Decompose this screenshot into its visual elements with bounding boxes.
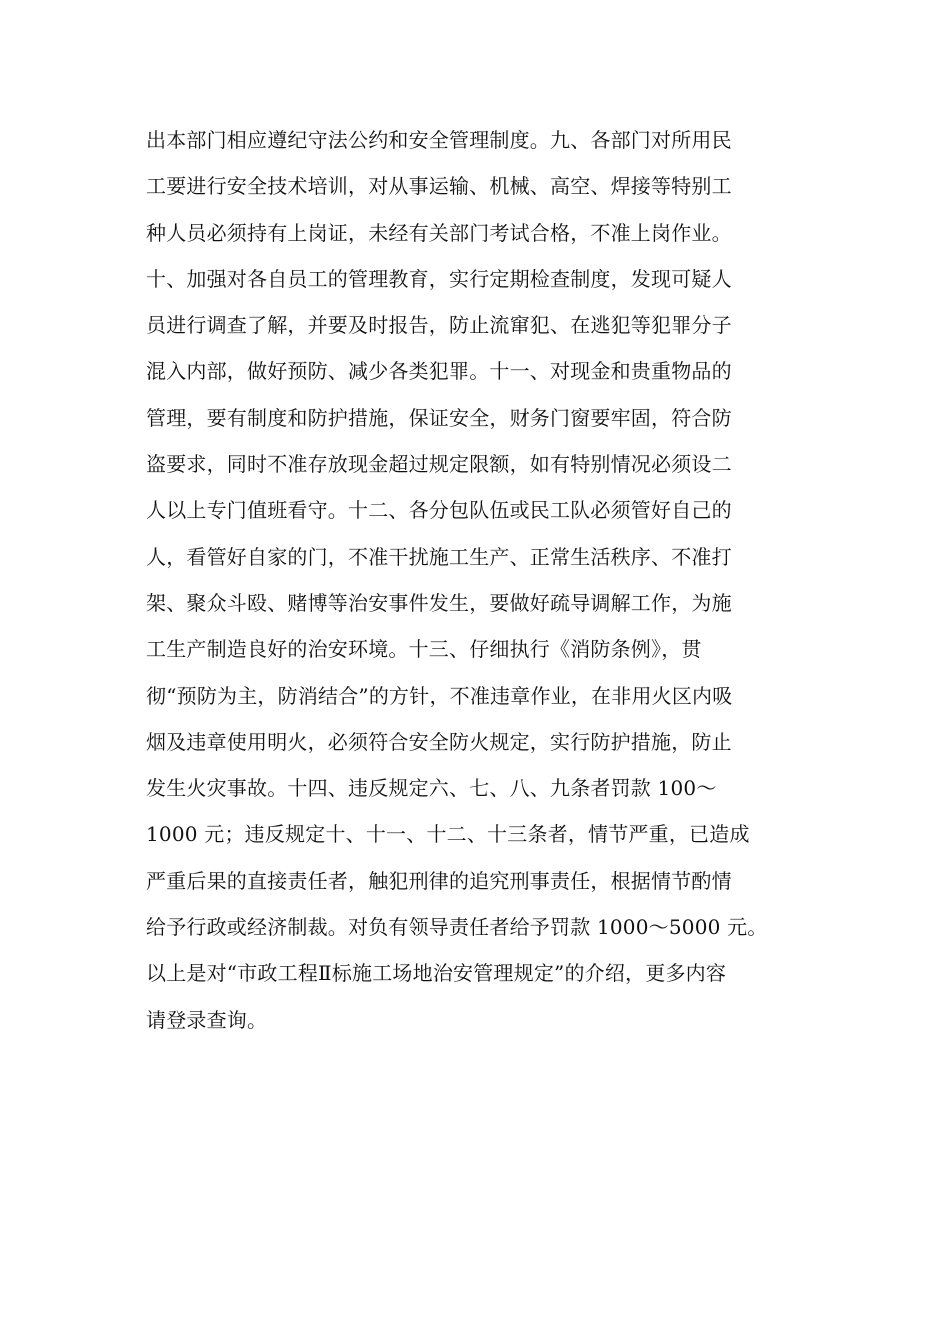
body-text <box>146 117 806 1043</box>
text-line: 混入内部，做好预防、减少各类犯罪。十一、对现金和贵重物品的 <box>146 359 732 384</box>
text-line: 工生产制造良好的治安环境。十三、仔细执行《消防条例》，贯 <box>146 637 702 662</box>
text-line: 请登录查询。 <box>146 1007 268 1032</box>
text-line: 人，看管好自家的门，不准干扰施工生产、正常生活秩序、不准打 <box>146 544 732 569</box>
text-line: 烟及违章使用明火，必须符合安全防火规定，实行防护措施，防止 <box>146 729 732 754</box>
text-line: 发生火灾事故。十四、违反规定六、七、八、九条者罚款 100～ <box>146 776 717 801</box>
text-line: 1000 元；违反规定十、十一、十二、十三条者，情节严重，已造成 <box>146 822 750 847</box>
text-line: 员进行调查了解，并要及时报告，防止流窜犯、在逃犯等犯罪分子 <box>146 313 732 338</box>
text-line: 十、加强对各自员工的管理教育，实行定期检查制度，发现可疑人 <box>146 266 732 291</box>
text-line: 严重后果的直接责任者，触犯刑律的追究刑事责任，根据情节酌情 <box>146 868 732 893</box>
text-line: 给予行政或经济制裁。对负有领导责任者给予罚款 1000～5000 元。 <box>146 915 768 940</box>
text-line: 以上是对“市政工程Ⅱ标施工场地治安管理规定”的介绍，更多内容 <box>146 961 727 986</box>
text-line: 出本部门相应遵纪守法公约和安全管理制度。九、各部门对所用民 <box>146 128 732 152</box>
text-line: 种人员必须持有上岗证，未经有关部门考试合格，不准上岗作业。 <box>146 220 732 245</box>
text-line: 盗要求，同时不准存放现金超过规定限额，如有特别情况必须设二 <box>146 452 732 477</box>
text-line: 工要进行安全技术培训，对从事运输、机械、高空、焊接等特别工 <box>146 174 732 199</box>
text-line: 管理，要有制度和防护措施，保证安全，财务门窗要牢固，符合防 <box>146 405 732 430</box>
text-line: 架、聚众斗殴、赌博等治安事件发生，要做好疏导调解工作，为施 <box>146 590 732 615</box>
text-line: 人以上专门值班看守。十二、各分包队伍或民工队必须管好自己的 <box>146 498 732 523</box>
text-line: 彻“预防为主，防消结合”的方针，不准违章作业，在非用火区内吸 <box>146 683 733 708</box>
